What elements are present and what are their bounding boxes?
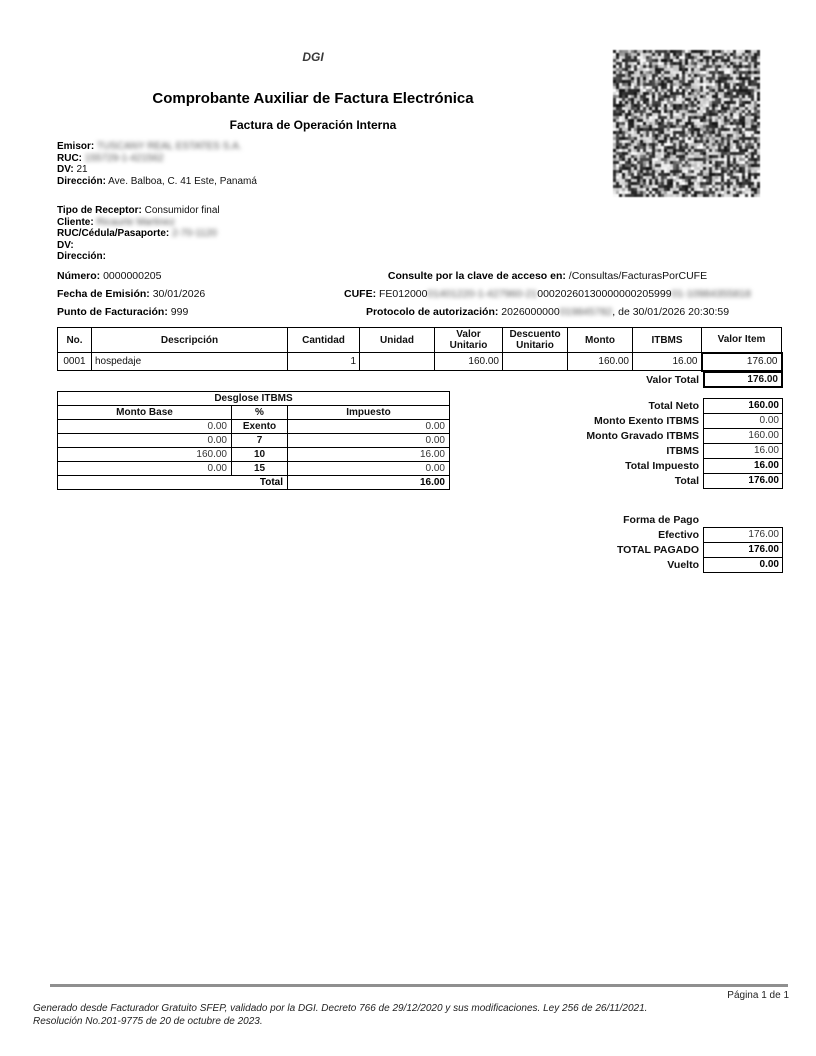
desglose-title: Desglose ITBMS [58, 392, 450, 406]
itbms-row [420, 443, 783, 459]
item-descripcion: hospedaje [92, 353, 288, 371]
itbms-value: 16.00 [703, 443, 783, 459]
item-valor-unitario: 160.00 [435, 353, 503, 371]
consulta-value: /Consultas/FacturasPorCUFE [568, 270, 708, 282]
total-value: 176.00 [703, 473, 783, 489]
qr-code-image [613, 50, 760, 197]
efectivo-row [420, 527, 783, 543]
table-row [58, 462, 450, 476]
total-impuesto-row [420, 458, 783, 474]
forma-de-pago-spacer [703, 512, 783, 528]
pct-7: 7 [232, 434, 288, 448]
page-number: Página 1 de 1 [727, 990, 789, 1001]
col-impuesto: Impuesto [288, 406, 450, 420]
valor-total-label: Valor Total [646, 373, 699, 386]
itbms-label: ITBMS [666, 445, 699, 457]
pct-15: 15 [232, 462, 288, 476]
emisor-name-line [57, 141, 257, 153]
base-7: 0.00 [58, 434, 232, 448]
emisor-dir-value: Ave. Balboa, C. 41 Este, Panamá [108, 175, 257, 187]
col-unidad: Unidad [360, 328, 435, 353]
item-cantidad: 1 [288, 353, 360, 371]
monto-exento-label: Monto Exento ITBMS [594, 415, 699, 427]
consulta-line [300, 267, 795, 285]
col-no: No. [58, 328, 92, 353]
receptor-block [57, 205, 220, 263]
vuelto-row [420, 557, 783, 573]
total-label: Total [674, 475, 699, 487]
numero-line [57, 267, 205, 285]
monto-exento-row [420, 413, 783, 429]
total-pagado-label: TOTAL PAGADO [616, 544, 699, 556]
total-pagado-value: 176.00 [703, 542, 783, 558]
item-unidad [360, 353, 435, 371]
page-title: Comprobante Auxiliar de Factura Electrónica [152, 90, 474, 107]
cufe-plain1: FE012000 [379, 288, 428, 300]
pct-10: 10 [232, 448, 288, 462]
valor-total-row [57, 371, 783, 388]
emisor-dv-value: 21 [76, 164, 88, 176]
efectivo-value: 176.00 [703, 527, 783, 543]
ruc-label: RUC: [57, 152, 82, 164]
emisor-name-redacted: TUSCANY REAL ESTATES S.A. [96, 141, 242, 152]
cufe-plain2: 00020260130000000205999 [537, 288, 672, 300]
fecha-label: Fecha de Emisión: [57, 288, 150, 300]
fecha-line [57, 285, 205, 303]
totals-block [420, 399, 783, 489]
direccion-label: Dirección: [57, 175, 106, 187]
valor-total-value: 176.00 [703, 371, 783, 388]
cufe-label: CUFE: [344, 288, 377, 300]
cliente-redacted: Ricaurte Martinez [96, 216, 175, 228]
item-monto: 160.00 [568, 353, 633, 371]
desglose-total-row [58, 476, 450, 490]
item-valor-item: 176.00 [702, 353, 782, 371]
cufe-redacted2: 01-10984355818 [671, 288, 751, 300]
item-no: 0001 [58, 353, 92, 371]
col-monto: Monto [568, 328, 633, 353]
receptor-dir-label: Dirección: [57, 251, 106, 263]
footer-legal-text [33, 1003, 773, 1028]
vuelto-value: 0.00 [703, 557, 783, 573]
col-itbms: ITBMS [633, 328, 702, 353]
emisor-label: Emisor: [57, 141, 95, 152]
col-monto-base: Monto Base [58, 406, 232, 420]
cufe-line [300, 285, 795, 303]
document-header [57, 50, 569, 132]
fecha-value: 30/01/2026 [152, 288, 206, 300]
pct-exento: Exento [232, 420, 288, 434]
numero-value: 0000000205 [103, 270, 162, 282]
monto-exento-value: 0.00 [703, 413, 783, 429]
items-header-row [58, 328, 782, 353]
desglose-total-label: Total [58, 476, 288, 490]
vuelto-label: Vuelto [667, 559, 699, 571]
forma-de-pago-title: Forma de Pago [623, 514, 699, 526]
desglose-header-row [58, 406, 450, 420]
total-impuesto-value: 16.00 [703, 458, 783, 474]
page-subtitle: Factura de Operación Interna [229, 118, 397, 132]
items-table [57, 327, 783, 372]
total-neto-value: 160.00 [703, 398, 783, 414]
receptor-dv-line [57, 240, 220, 252]
table-row [58, 353, 782, 371]
forma-de-pago-heading-row [420, 512, 783, 528]
emisor-block [57, 141, 257, 187]
col-descuento-unitario: Descuento Unitario [503, 328, 568, 353]
imp-7: 0.00 [288, 434, 450, 448]
item-descuento [503, 353, 568, 371]
base-exento: 0.00 [58, 420, 232, 434]
emisor-ruc-line [57, 153, 257, 165]
imp-15: 0.00 [288, 462, 450, 476]
cedula-label: RUC/Cédula/Pasaporte: [57, 228, 170, 240]
monto-gravado-label: Monto Gravado ITBMS [586, 430, 699, 442]
total-impuesto-label: Total Impuesto [625, 460, 699, 472]
consulta-label: Consulte por la clave de acceso en: [387, 270, 566, 282]
cliente-label: Cliente: [57, 216, 94, 228]
cufe-redacted1: 01401220-1-427960-21 [427, 288, 538, 300]
monto-gravado-row [420, 428, 783, 444]
col-valor-unitario: Valor Unitario [435, 328, 503, 353]
receptor-cliente-line [57, 217, 220, 229]
total-pagado-row [420, 542, 783, 558]
protocolo-line [300, 303, 795, 321]
col-porcentaje: % [232, 406, 288, 420]
dgi-brand: DGI [302, 50, 324, 64]
emisor-dv-line [57, 164, 257, 176]
protocolo-label: Protocolo de autorización: [365, 306, 499, 318]
emisor-dir-line [57, 176, 257, 188]
footer-line-1: Generado desde Facturador Gratuito SFEP, validado por la DGI. Decreto 766 de 29/12/2020 y sus modificaciones. Ley 256 de 26/11/2021. [33, 1003, 648, 1014]
tipo-receptor-value: Consumidor final [144, 205, 220, 216]
item-itbms: 16.00 [633, 353, 702, 371]
emisor-ruc-redacted: 155729-1-421562 [84, 152, 164, 164]
desglose-title-row [58, 392, 450, 406]
col-cantidad: Cantidad [288, 328, 360, 353]
total-neto-row [420, 398, 783, 414]
punto-label: Punto de Facturación: [57, 306, 168, 318]
base-15: 0.00 [58, 462, 232, 476]
receptor-id-line [57, 228, 220, 240]
protocolo-plain1: 2026000000 [501, 306, 560, 318]
receptor-dir-line [57, 251, 220, 263]
base-10: 160.00 [58, 448, 232, 462]
cedula-redacted: 2-70-1120 [172, 228, 217, 240]
receptor-tipo-line [57, 205, 220, 217]
receptor-dv-label: DV: [57, 239, 74, 251]
payment-block [420, 513, 783, 573]
table-row [58, 448, 450, 462]
punto-value: 999 [170, 306, 189, 318]
numero-label: Número: [57, 270, 101, 282]
protocolo-redacted1: 019845782 [559, 306, 613, 318]
total-row [420, 473, 783, 489]
monto-gravado-value: 160.00 [703, 428, 783, 444]
col-valor-item: Valor Item [702, 328, 782, 353]
desglose-itbms-table [57, 391, 450, 490]
protocolo-plain2: , de 30/01/2026 20:30:59 [612, 306, 730, 318]
table-row [58, 434, 450, 448]
total-neto-label: Total Neto [648, 400, 699, 412]
imp-exento: 0.00 [288, 420, 450, 434]
footer-line-2: Resolución No.201-9775 de 20 de octubre de 2023. [33, 1015, 263, 1027]
dv-label: DV: [57, 164, 74, 176]
invoice-meta-left [57, 267, 205, 321]
footer-divider [50, 984, 788, 987]
imp-10: 16.00 [288, 448, 450, 462]
invoice-meta-right [300, 267, 795, 321]
efectivo-label: Efectivo [658, 529, 699, 541]
punto-line [57, 303, 205, 321]
desglose-total-value: 16.00 [288, 476, 450, 490]
col-descripcion: Descripción [92, 328, 288, 353]
table-row [58, 420, 450, 434]
tipo-receptor-label: Tipo de Receptor: [57, 205, 142, 216]
